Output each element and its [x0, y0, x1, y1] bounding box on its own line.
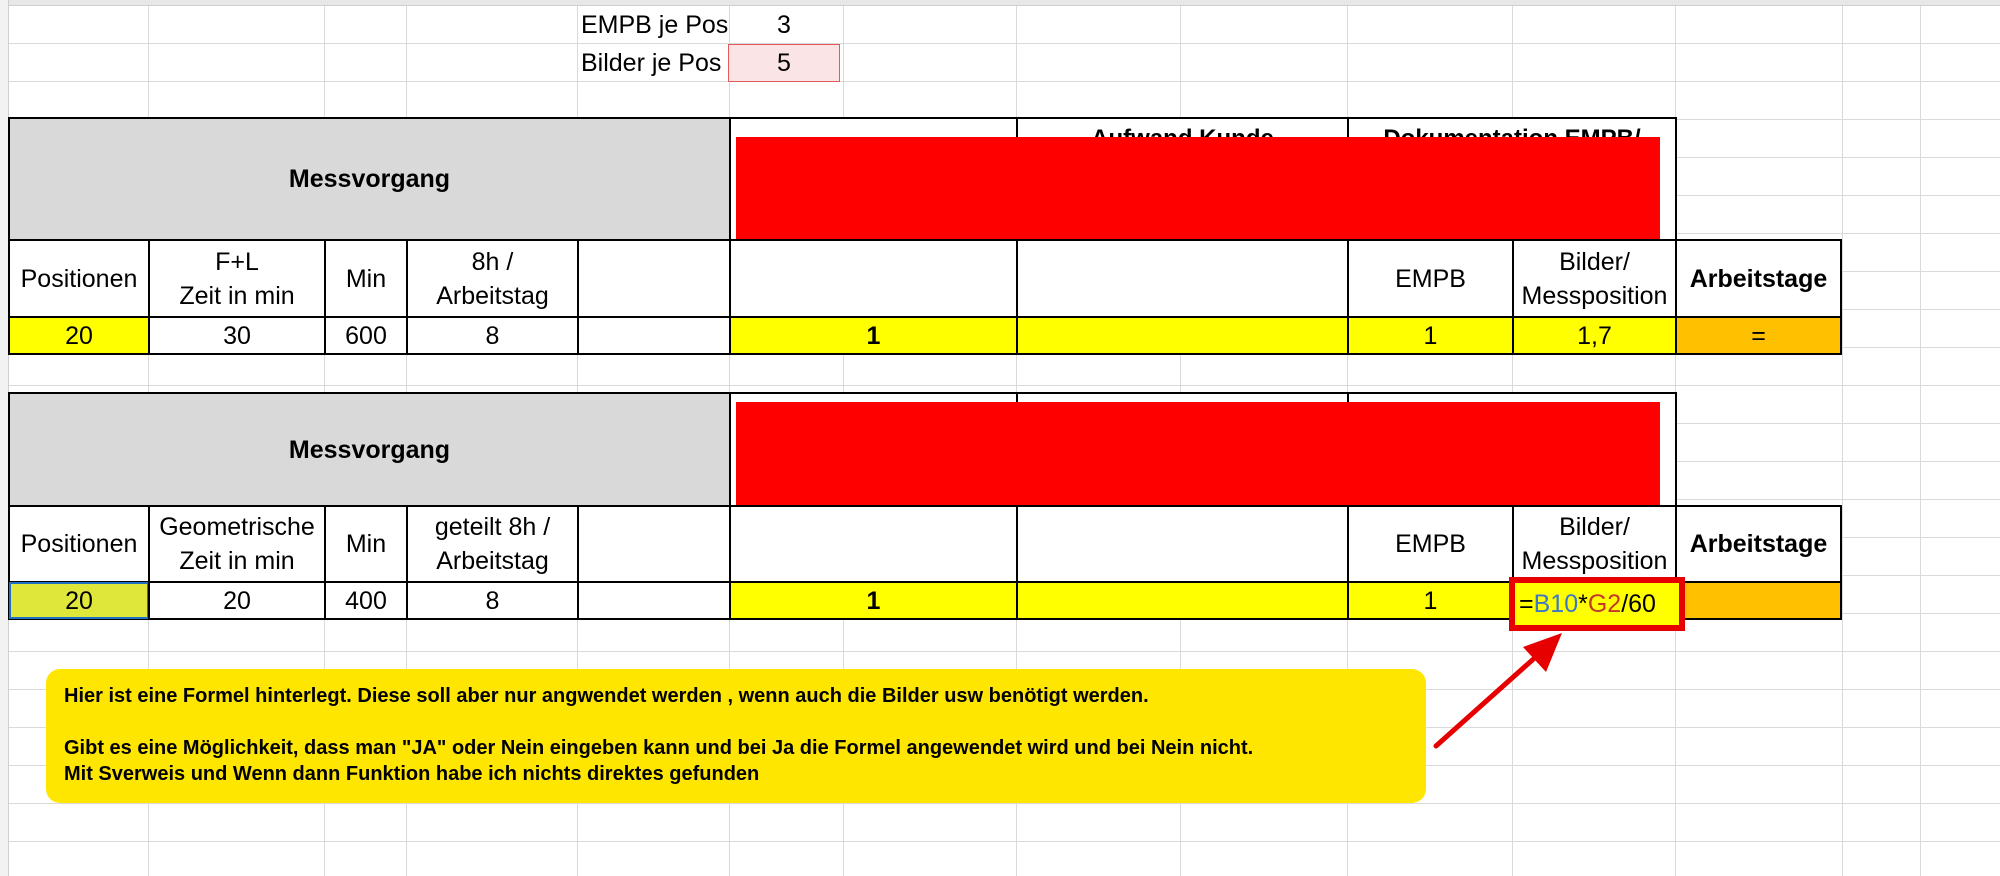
table1-header-arbeitstage[interactable]: Arbeitstage	[1675, 239, 1842, 318]
table1-cell-bilder[interactable]: 1,7	[1512, 316, 1677, 355]
table1-cell-positionen[interactable]: 20	[8, 316, 150, 355]
table1-cell-g[interactable]: 1	[729, 316, 1018, 355]
table2-header-empb[interactable]: EMPB	[1347, 505, 1514, 583]
formula-op: *	[1578, 590, 1588, 618]
table2-header-bilder-line1: Bilder/	[1559, 513, 1630, 541]
note-line-3: Mit Sverweis und Wenn dann Funktion habe ich nichts direktes gefunden	[64, 763, 760, 785]
table2-header-empty-i[interactable]	[1016, 505, 1349, 583]
bilder-je-pos-value[interactable]: 5	[728, 44, 840, 82]
annotation-note[interactable]	[46, 669, 1426, 803]
table2-cell-i[interactable]	[1016, 581, 1349, 620]
table1-cell-zeit[interactable]: 30	[148, 316, 326, 355]
table1-header-8h-line1: 8h /	[471, 247, 514, 276]
table1-header-empty-i[interactable]	[1016, 239, 1349, 318]
table2-cell-g[interactable]: 1	[729, 581, 1018, 620]
table1-cell-8h[interactable]: 8	[406, 316, 579, 355]
table1-header-empty-e[interactable]	[577, 239, 731, 318]
redaction-box-1	[736, 137, 1660, 241]
table1-title[interactable]: Messvorgang	[8, 117, 731, 241]
empb-je-pos-value[interactable]: 3	[777, 11, 791, 39]
table2-cell-8h[interactable]: 8	[406, 581, 579, 620]
bilder-je-pos-label: Bilder je Pos	[581, 49, 722, 77]
table1-header-8h[interactable]	[406, 239, 579, 318]
table1-header-bilder[interactable]	[1512, 239, 1677, 318]
table2-header-8h[interactable]	[406, 505, 579, 583]
table2-header-arbeitstage[interactable]: Arbeitstage	[1675, 505, 1842, 583]
table1-header-fl-line2: Zeit in min	[179, 281, 295, 310]
table1-header-bilder-line1: Bilder/	[1559, 247, 1630, 276]
table2-header-8h-line1: geteilt 8h /	[434, 513, 551, 541]
table2-cell-zeit[interactable]: 20	[148, 581, 326, 620]
table2-header-empty-e[interactable]	[577, 505, 731, 583]
table2-header-bilder-line2: Messposition	[1521, 547, 1668, 575]
table2-header-bilder[interactable]	[1512, 505, 1677, 583]
table1-cell-empty-e[interactable]	[577, 316, 731, 355]
table2-cell-arbeitstage[interactable]	[1675, 581, 1842, 620]
table2-cell-empb[interactable]: 1	[1347, 581, 1514, 620]
table2-header-geo-line2: Zeit in min	[179, 547, 295, 575]
redaction-box-2	[736, 402, 1660, 506]
table2-cell-positionen[interactable]: 20	[8, 581, 150, 620]
table1-header-fl-line1: F+L	[215, 247, 259, 276]
table2-header-geo-zeit[interactable]	[148, 505, 326, 583]
formula-eq: =	[1519, 590, 1534, 618]
note-line-1: Hier ist eine Formel hinterlegt. Diese soll aber nur angwendet werden , wenn auch die Bilder usw benötigt werden.	[64, 685, 1149, 707]
table2-header-min[interactable]: Min	[324, 505, 408, 583]
table2-header-empty-g[interactable]	[729, 505, 1018, 583]
note-line-2: Gibt es eine Möglichkeit, dass man "JA" oder Nein eingeben kann und bei Ja die Formel angewendet wird und bei Nein nicht.	[64, 737, 1254, 759]
table1-cell-arbeitstage[interactable]: =	[1675, 316, 1842, 355]
empb-je-pos-label: EMPB je Pos	[581, 11, 729, 39]
table1-cell-min[interactable]: 600	[324, 316, 408, 355]
table2-cell-min[interactable]: 400	[324, 581, 408, 620]
table1-header-bilder-line2: Messposition	[1521, 281, 1668, 310]
table2-header-positionen[interactable]: Positionen	[8, 505, 150, 583]
table1-header-8h-line2: Arbeitstag	[436, 281, 549, 310]
table2-title[interactable]: Messvorgang	[8, 392, 731, 507]
column-header-bar[interactable]	[0, 0, 2000, 6]
table1-cell-i[interactable]	[1016, 316, 1349, 355]
formula-tail: /60	[1621, 590, 1656, 618]
formula-ref-b10: B10	[1533, 590, 1579, 618]
table1-header-fl-zeit[interactable]	[148, 239, 326, 318]
table2-header-8h-line2: Arbeitstag	[436, 547, 549, 575]
table1-header-positionen[interactable]: Positionen	[8, 239, 150, 318]
table1-header-empty-g[interactable]	[729, 239, 1018, 318]
table1-header-min[interactable]: Min	[324, 239, 408, 318]
formula-ref-g2: G2	[1587, 590, 1622, 618]
table2-header-geo-line1: Geometrische	[159, 513, 315, 541]
annotation-arrow-icon	[1420, 620, 1580, 750]
table1-cell-empb[interactable]: 1	[1347, 316, 1514, 355]
table2-cell-empty-e[interactable]	[577, 581, 731, 620]
table1-header-empb[interactable]: EMPB	[1347, 239, 1514, 318]
